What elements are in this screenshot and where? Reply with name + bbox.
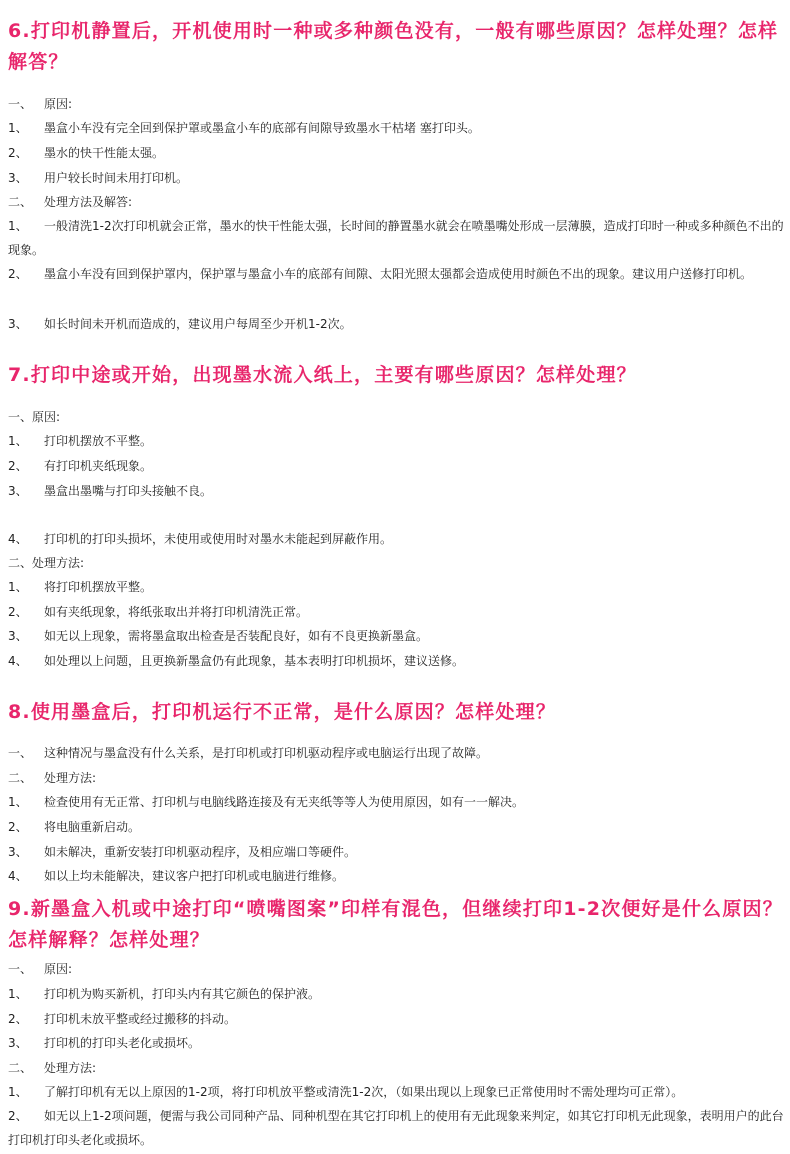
list-item: 二、 处理方法: <box>8 771 97 785</box>
list-item: 一、 这种情况与墨盒没有什么关系，是打印机或打印机驱动程序或电脑运行出现了故障。 <box>8 746 489 760</box>
list-item: 2、 墨盒小车没有回到保护罩内，保护罩与墨盒小车的底部有间隙、太阳光照太强都会造成使用时颜色不出的现象。建议用户送修打印机。 <box>8 267 753 281</box>
section-8-title: 8.使用墨盒后，打印机运行不正常，是什么原因？怎样处理？ <box>8 701 557 723</box>
section-7-title: 7.打印中途或开始，出现墨水流入纸上，主要有哪些原因？怎样处理？ <box>8 364 637 386</box>
list-item: 4、 如处理以上问题，且更换新墨盒仍有此现象，基本表明打印机损坏，建议送修。 <box>8 654 465 668</box>
list-item: 2、 打印机未放平整或经过搬移的抖动。 <box>8 1012 237 1026</box>
list-item: 一、 原因: <box>8 97 73 111</box>
list-item: 2、 将电脑重新启动。 <box>8 820 141 834</box>
list-item: 2、 墨水的快干性能太强。 <box>8 146 165 160</box>
list-item: 3、 用户较长时间未用打印机。 <box>8 171 189 185</box>
list-item: 3、 如未解决，重新安装打印机驱动程序，及相应端口等硬件。 <box>8 845 357 859</box>
list-item: 2、 有打印机夹纸现象。 <box>8 459 153 473</box>
list-item: 3、 打印机的打印头老化或损坏。 <box>8 1036 201 1050</box>
list-item: 1、 墨盒小车没有完全回到保护罩或墨盒小车的底部有间隙导致墨水干枯堵 塞打印头。 <box>8 121 480 135</box>
list-item: 1、 一般清洗1-2次打印机就会正常，墨水的快干性能太强，长时间的静置墨水就会在喷墨嘴处形成一层薄膜，造成打印时一种或多种颜色不出的现象。 <box>8 219 784 257</box>
section-9-title: 9.新墨盒入机或中途打印“喷嘴图案”印样有混色，但继续打印1-2次便好是什么原因？怎样解释？怎样处理？ <box>8 898 783 951</box>
section-6-title: 6.打印机静置后，开机使用时一种或多种颜色没有，一般有哪些原因？怎样处理？怎样解答？ <box>8 20 779 73</box>
list-item: 1、 检查使用有无正常、打印机与电脑线路连接及有无夹纸等等人为使用原因，如有一一解决。 <box>8 795 525 809</box>
list-item: 4、 如以上均未能解决，建议客户把打印机或电脑进行维修。 <box>8 869 345 883</box>
list-item: 一、原因: <box>8 410 61 424</box>
list-item: 2、 如有夹纸现象，将纸张取出并将打印机清洗正常。 <box>8 605 309 619</box>
list-item: 二、处理方法: <box>8 556 85 570</box>
list-item: 1、 打印机为购买新机，打印头内有其它颜色的保护液。 <box>8 987 321 1001</box>
list-item: 1、 了解打印机有无以上原因的1-2项，将打印机放平整或清洗1-2次，（如果出现以上现象已正常使用时不需处理均可正常）。 <box>8 1085 684 1099</box>
list-item: 3、 墨盒出墨嘴与打印头接触不良。 <box>8 484 213 498</box>
list-item: 4、 打印机的打印头损坏，未使用或使用时对墨水未能起到屏蔽作用。 <box>8 532 393 546</box>
list-item: 二、 处理方法及解答: <box>8 195 133 209</box>
list-item: 2、 如无以上1-2项问题，便需与我公司同种产品、同种机型在其它打印机上的使用有无此现象来判定，如其它打印机无此现象，表明用户的此台打印机打印头老化或损坏。 <box>8 1109 784 1147</box>
list-item: 1、 将打印机摆放平整。 <box>8 580 153 594</box>
list-item: 3、 如无以上现象，需将墨盒取出检查是否装配良好，如有不良更换新墨盒。 <box>8 629 429 643</box>
list-item: 3、 如长时间未开机而造成的，建议用户每周至少开机1-2次。 <box>8 317 352 331</box>
list-item: 1、 打印机摆放不平整。 <box>8 434 153 448</box>
list-item: 二、 处理方法: <box>8 1061 97 1075</box>
list-item: 一、 原因: <box>8 962 73 976</box>
